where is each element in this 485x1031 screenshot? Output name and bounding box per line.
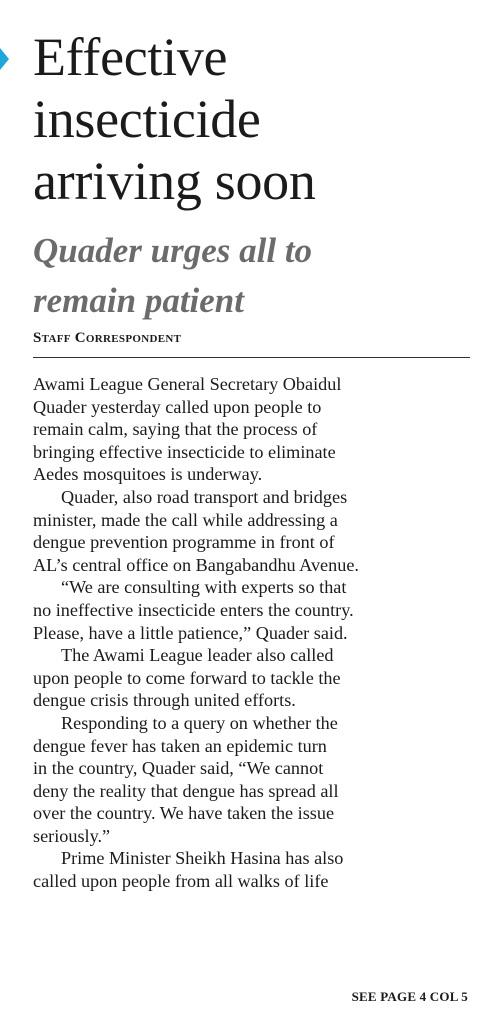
- headline-line: insecticide: [33, 89, 261, 149]
- text-line: Aedes mosquitoes is underway.: [33, 464, 263, 485]
- text-line: Awami League General Secretary Obaidul: [33, 374, 342, 394]
- subheadline-line: remain patient: [33, 281, 244, 320]
- text-line: Please, have a little patience,” Quader said.: [33, 622, 348, 643]
- text-line: minister, made the call while addressing a: [33, 509, 338, 530]
- text-line: Quader, also road transport and bridges: [61, 486, 348, 507]
- text-line: Quader yesterday called upon people to: [33, 396, 322, 417]
- text-line: AL’s central office on Bangabandhu Avenue.: [33, 554, 359, 575]
- headline-line: arriving soon: [33, 151, 316, 211]
- text-line: dengue prevention programme in front of: [33, 532, 335, 553]
- text-line: “We are consulting with experts so that: [61, 577, 347, 598]
- byline-divider: [33, 357, 470, 358]
- text-line: called upon people from all walks of life: [33, 871, 329, 892]
- text-line: Responding to a query on whether the: [61, 712, 338, 733]
- text-line: The Awami League leader also called: [61, 645, 334, 666]
- paragraph: [33, 712, 470, 848]
- text-line: bringing effective insecticide to eliminate: [33, 441, 336, 462]
- article-body: [33, 373, 470, 893]
- paragraph: [33, 644, 470, 712]
- paragraph: [33, 373, 470, 486]
- paragraph: [33, 847, 470, 892]
- text-line: upon people to come forward to tackle the: [33, 667, 341, 688]
- paragraph: [33, 576, 470, 644]
- text-line: dengue fever has taken an epidemic turn: [33, 735, 327, 756]
- text-line: deny the reality that dengue has spread all: [33, 780, 339, 801]
- text-line: dengue crisis through united efforts.: [33, 690, 296, 711]
- continued-on-page-label: SEE PAGE 4 COL 5: [351, 989, 468, 1004]
- text-line: in the country, Quader said, “We cannot: [33, 758, 324, 779]
- section-marker-arrow: [0, 48, 9, 70]
- text-line: seriously.”: [33, 825, 111, 846]
- paragraph: [33, 486, 470, 576]
- text-line: no ineffective insecticide enters the country.: [33, 599, 354, 620]
- headline-line: Effective: [33, 27, 228, 87]
- text-line: Prime Minister Sheikh Hasina has also: [61, 848, 344, 869]
- subheadline: [33, 226, 473, 326]
- headline: [33, 26, 473, 212]
- byline: Staff Correspondent: [33, 330, 182, 346]
- text-line: over the country. We have taken the issue: [33, 803, 335, 824]
- subheadline-line: Quader urges all to: [33, 231, 313, 270]
- text-line: remain calm, saying that the process of: [33, 419, 318, 440]
